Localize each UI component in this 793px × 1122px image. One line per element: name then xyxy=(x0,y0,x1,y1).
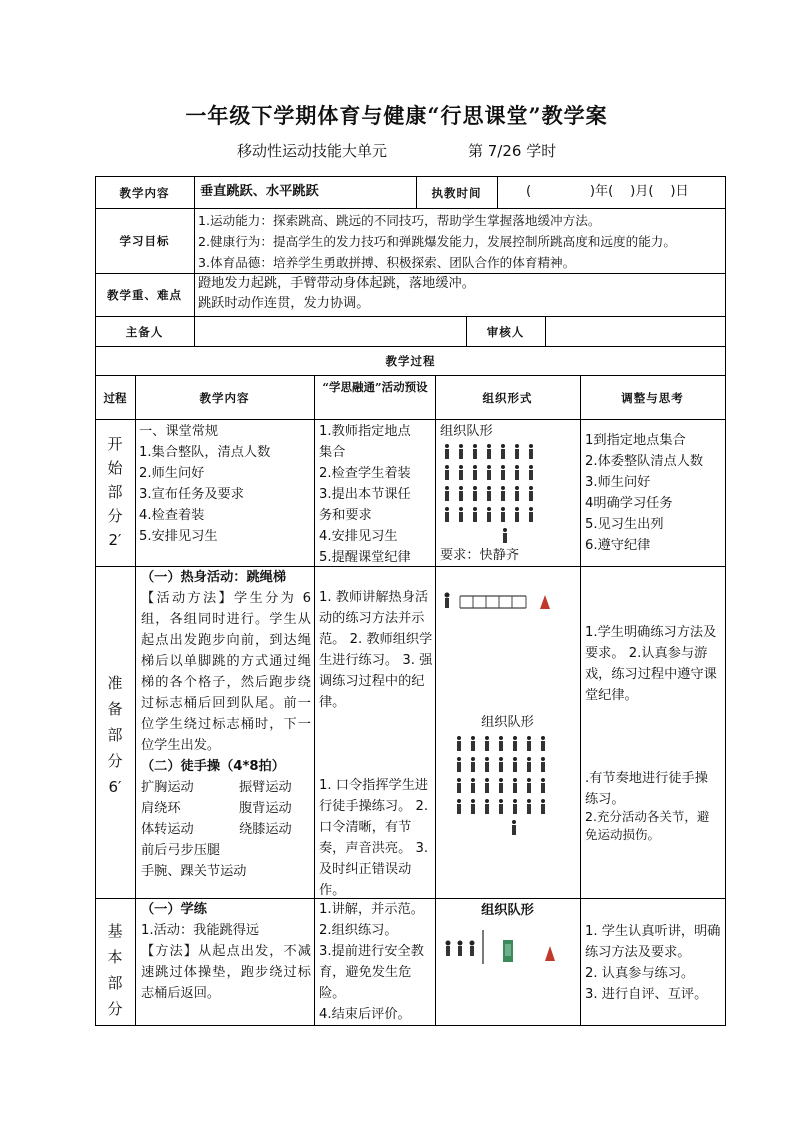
goals-label: 学习目标 xyxy=(119,234,170,248)
reviewer-label: 审核人 xyxy=(486,325,525,339)
prep-adjust-a: 1.学生明确练习方法及要求。 2.认真参与游戏，练习过程中遵守课堂纪律。 xyxy=(585,625,717,703)
jump-diagram xyxy=(438,928,578,968)
goals-list xyxy=(198,210,676,273)
col-header-stage: 过程 xyxy=(103,391,127,405)
start-formation xyxy=(440,444,560,549)
start-org-title: 组织队形 xyxy=(440,424,493,439)
keypoints-list xyxy=(198,274,475,314)
basic-org-title: 组织队形 xyxy=(481,903,534,918)
ladder-diagram xyxy=(438,586,578,616)
unit-name: 移动性运动技能大单元 xyxy=(237,142,388,160)
col-header-activity: “学思融通”活动预设 xyxy=(322,380,428,394)
teacher-marker xyxy=(502,528,508,544)
col-header-organization: 组织形式 xyxy=(482,391,533,405)
page-title: 一年级下学期体育与健康“行思课堂”教学案 xyxy=(185,103,608,128)
start-content: 一、课堂常规 1.集合整队，清点人数 2.师生问好 3.宣布任务及要求 4.检查着装 5.安排见习生 xyxy=(139,424,271,544)
stage-start: 开 始 部 分 2′ xyxy=(107,435,123,549)
process-title: 教学过程 xyxy=(385,354,436,368)
prep-activity-b: 1. 口令指挥学生进行徒手操练习。 2.口令清晰，有节奏，声音洪亮。 3. 及时纠正错误动作。 xyxy=(319,778,429,898)
content-label: 教学内容 xyxy=(119,186,170,200)
col-header-adjust: 调整与思考 xyxy=(621,391,684,405)
prep-activity-a: 1. 教师讲解热身活动的练习方法并示范。 2. 教师组织学生进行练习。 3. 强调练习过程中的纪律。 xyxy=(319,590,433,710)
prep-adjust-c: 2.充分活动各关节，避免运动损伤。 xyxy=(585,809,710,842)
preparer-label: 主备人 xyxy=(125,325,164,339)
prep-content: （一）热身活动：跳绳梯 【活动方法】学生分为 6 组，各组同时进行。学生从起点出发跑步向前，到达绳梯后以单脚跳的方式通过绳梯的各个格子，然后跑步绕过标志桶后回到队尾。前一位学生绕过标志桶时，下一位学生出发。 （二）徒手操（4*8拍） 扩胸运动 振臂运动 肩绕环 腹背运动 体转运动 绕膝运动 前后弓步压腿 手腕、踝关节运动 xyxy=(141,570,311,879)
start-activity: 1.教师指定地点 集合 2.检查学生着装 3.提出本节课任 务和要求 4.安排见习生 5.提醒课堂纪律 xyxy=(319,424,411,565)
goal-item: 3.体育品德：培养学生勇敢拼搏、积极探索、团队合作的体育精神。 xyxy=(198,255,576,270)
basic-activity: 1.讲解，并示范。 2.组织练习。 3.提前进行安全教育，避免发生危险。 4.结束后评价。 xyxy=(319,902,424,1022)
goal-item: 2.健康行为：提高学生的发力技巧和弹跳爆发能力，发展控制所跳高度和远度的能力。 xyxy=(198,234,676,249)
keypoint-item: 蹬地发力起跳，手臂带动身体起跳，落地缓冲。 xyxy=(198,276,475,291)
time-label: 执教时间 xyxy=(431,186,482,200)
time-value: ( )年( )月( )日 xyxy=(526,184,689,199)
teacher-marker xyxy=(511,820,517,836)
prep-adjust-b: .有节奏地进行徒手操练习。 xyxy=(585,771,708,807)
col-header-content: 教学内容 xyxy=(199,391,250,405)
start-adjust: 1到指定地点集合 2.体委整队清点人数 3.师生问好 4明确学习任务 5.见习生出列 6.遵守纪律 xyxy=(585,433,704,553)
prep-org-title: 组织队形 xyxy=(481,715,534,730)
start-org-note: 要求：快静齐 xyxy=(440,548,520,563)
basic-adjust: 1. 学生认真听讲，明确练习方法及要求。 2. 认真参与练习。 3. 进行自评、互评。 xyxy=(585,924,721,1002)
basic-content: （一）学练 1.活动：我能跳得远 【方法】从起点出发，不减速跳过体操垫，跑步绕过标志桶后返回。 xyxy=(141,902,311,1001)
keypoint-item: 跳跃时动作连贯，发力协调。 xyxy=(198,296,370,311)
stage-basic: 基 本 部 分 xyxy=(107,922,123,1018)
goal-item: 1.运动能力：探索跳高、跳远的不同技巧，帮助学生掌握落地缓冲方法。 xyxy=(198,213,601,228)
period-number: 第 7/26 学时 xyxy=(468,142,557,160)
stage-prep: 准 备 部 分 6′ xyxy=(107,674,123,796)
content-value: 垂直跳跃、水平跳跃 xyxy=(200,184,319,199)
prep-formation xyxy=(452,736,572,841)
keypoints-label: 教学重、难点 xyxy=(107,288,182,302)
